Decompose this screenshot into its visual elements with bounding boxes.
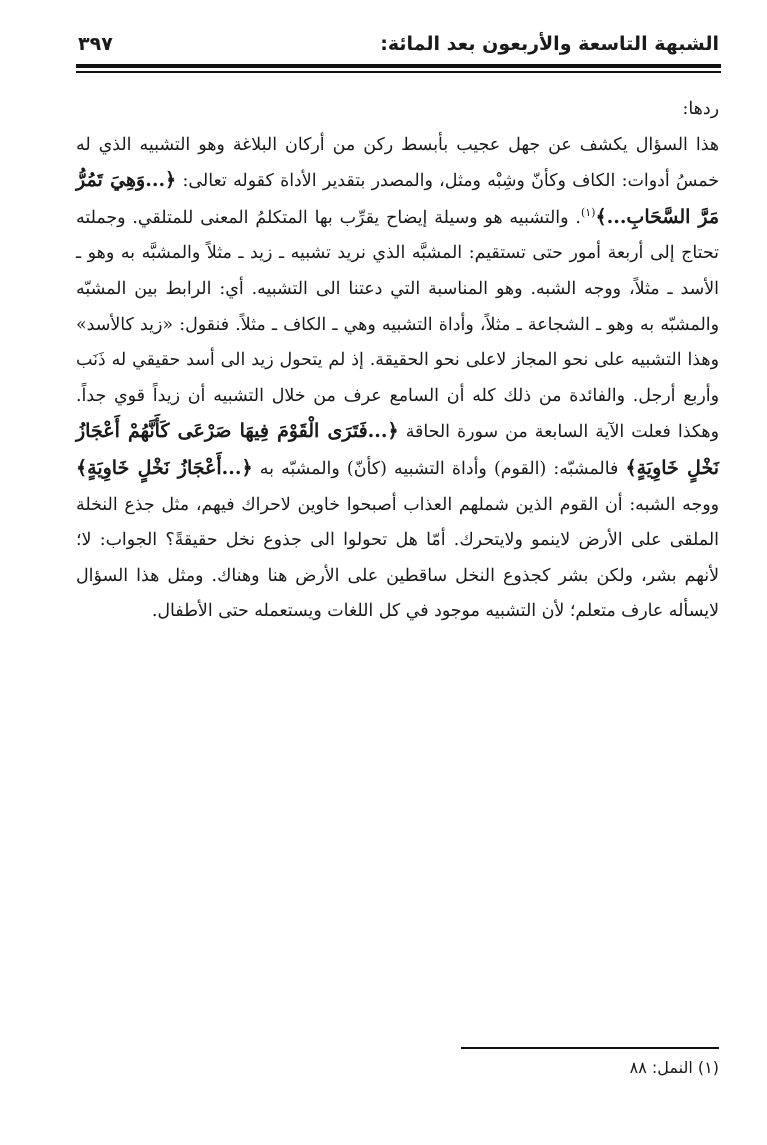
paragraph-text-4: ووجه الشبه: أن القوم الذين شملهم العذاب أصبحوا خاوين لاحراك فيهم، مثل جذع النخلة الملقى على الأرض لاينمو ولايتحرك. أمّا هل تحولوا الى جذوع نخل حقيقةً؟ الجواب: لا؛ لأنهم بشر، ولكن بشر كجذوع النخل ساقطين على الأرض هنا وهناك. ومثل هذا السؤال لايسأله عارف متعلم؛ لأن التشبيه موجود في كل اللغات ويستعمله حتى الأطفال. xyxy=(76,494,719,622)
quran-verse-2: ﴿...فَتَرَى الْقَوْمَ فِيهَا صَرْعَى كَأَنَّهُمْ أَعْجَازُ نَخْلٍ خَاوِيَةٍ﴾ xyxy=(76,420,719,479)
footnote-rule xyxy=(461,1047,719,1049)
header-rule-thick xyxy=(76,64,721,68)
paragraph-text-1: هذا السؤال يكشف عن جهل عجيب بأبسط ركن من أركان البلاغة وهو التشبيه الذي له خمسُ أدوات: الكاف وكأنّ وشِبْه ومثل، والمصدر بتقدير الأداة كقوله تعالى: xyxy=(76,134,719,192)
footnote-marker: (١) xyxy=(580,205,596,219)
page-header xyxy=(78,28,719,60)
paragraph-text-2: . والتشبيه هو وسيلة إيضاح يقرِّب بها المتكلمُ المعنى للمتلقي. وجملته تحتاج إلى أربعة أمور حتى تستقيم: المشبَّه الذي نريد تشبيه ـ زيد ـ مثلاً والمشبَّه به وهو ـ الأسد ـ مثلاً، ووجه الشبه. وهو المناسبة التي دعتنا الى التشبيه. أي: الرابط بين المشبّه والمشبّه به وهو ـ الشجاعة ـ مثلاً، وأداة التشبيه وهي ـ الكاف ـ مثلاً. فنقول: «زيد كالأسد» وهذا التشبيه على نحو المجاز لاعلى نحو الحقيقة. إذ لم يتحول زيد الى أسد حقيقي له ذَنَب وأربع أرجل. والفائدة من ذلك كله أن السامع عرف من خلال التشبيه أن زيداً قوي جداً. وهكذا فعلت الآية السابعة من سورة الحاقة xyxy=(76,207,719,443)
quran-verse-1: ﴿...وَهِيَ تَمُرُّ مَرَّ السَّحَابِ...﴾ xyxy=(76,169,720,228)
header-rule-thin xyxy=(76,71,721,73)
body-text xyxy=(76,92,719,630)
quran-verse-3: ﴿...أَعْجَازُ نَخْلٍ خَاوِيَةٍ﴾ xyxy=(76,456,253,479)
running-title: الشبهة التاسعة والأربعون بعد المائة: xyxy=(380,33,719,55)
main-paragraph xyxy=(76,128,719,630)
page-number: ٣٩٧ xyxy=(78,33,113,55)
section-heading: ردها: xyxy=(682,99,719,119)
paragraph-text-3: فالمشبّه: (القوم) وأداة التشبيه (كأنّ) والمشبّه به xyxy=(252,458,626,479)
footnote: (١) النمل: ٨٨ xyxy=(629,1058,719,1077)
